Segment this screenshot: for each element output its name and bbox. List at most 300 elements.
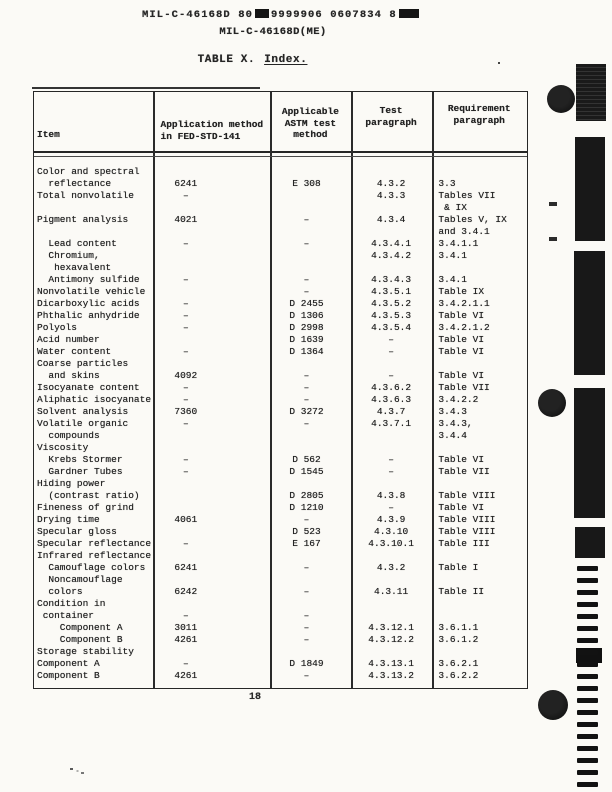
scan-artifact-dash xyxy=(577,590,598,595)
requirement-paragraph-cell: Tables VII xyxy=(438,190,496,201)
astm-method-cell: D 1639 xyxy=(289,334,324,345)
table-row xyxy=(34,274,527,286)
application-method-cell xyxy=(153,550,270,562)
item-cell: Gardner Tubes xyxy=(37,466,123,477)
application-method-cell: – xyxy=(182,190,189,201)
test-paragraph-cell: 4.3.5.1 xyxy=(371,286,412,297)
astm-method-cell: – xyxy=(303,586,310,597)
requirement-paragraph-cell: 3.4.3 xyxy=(438,406,467,417)
requirement-paragraph-cell: Table II xyxy=(438,586,485,597)
table-row xyxy=(34,442,527,454)
column-header-label: Requirement xyxy=(447,103,511,114)
item-cell: hexavalent xyxy=(37,262,112,273)
test-paragraph-cell xyxy=(351,550,432,562)
application-method-cell xyxy=(153,226,270,238)
column-header-application-method xyxy=(154,92,271,151)
astm-method-cell xyxy=(270,226,351,238)
test-paragraph-cell xyxy=(351,442,432,454)
table-row xyxy=(34,178,527,190)
application-method-cell: – xyxy=(182,322,189,333)
table-row xyxy=(34,598,527,610)
application-method-cell xyxy=(153,598,270,610)
scan-artifact-dash xyxy=(577,746,598,751)
application-method-cell: – xyxy=(182,238,189,249)
test-paragraph-cell: 4.3.8 xyxy=(376,490,406,501)
item-cell: Total nonvolatile xyxy=(37,190,134,201)
astm-method-cell: – xyxy=(303,370,310,381)
table-row xyxy=(34,538,527,550)
requirement-paragraph-cell: 3.4.4 xyxy=(438,430,467,441)
test-paragraph-cell: 4.3.4.1 xyxy=(371,238,412,249)
test-paragraph-cell: 4.3.5.4 xyxy=(371,322,412,333)
test-paragraph-cell: 4.3.3 xyxy=(376,190,406,201)
requirement-paragraph-cell: 3.4.2.1.1 xyxy=(438,298,490,309)
table-row xyxy=(34,226,527,238)
table-row xyxy=(34,478,527,490)
scan-artifact-bar xyxy=(574,388,605,518)
scan-speck xyxy=(549,237,557,241)
table-row xyxy=(34,658,527,670)
item-cell: Volatile organic xyxy=(37,418,129,429)
astm-method-cell: – xyxy=(303,394,310,405)
astm-method-cell xyxy=(270,262,351,274)
requirement-paragraph-cell: 3.4.1 xyxy=(438,250,467,261)
spec-number: MIL-C-46168D(ME) xyxy=(219,26,327,38)
test-paragraph-cell: 4.3.5.3 xyxy=(371,310,412,321)
item-cell: Component B xyxy=(37,634,123,645)
requirement-paragraph-cell: Tables V, IX xyxy=(438,214,507,225)
item-cell: Chromium, xyxy=(37,250,100,261)
stamp-mid: 9999906 0607834 8 xyxy=(271,9,397,21)
scan-speck xyxy=(549,202,557,206)
scan-artifact-bar xyxy=(576,64,606,121)
item-cell: Aliphatic isocyanate xyxy=(37,394,152,405)
stamp-block-icon xyxy=(255,9,269,18)
astm-method-cell xyxy=(270,574,351,586)
requirement-paragraph-cell: 3.4.2.1.2 xyxy=(438,322,490,333)
astm-method-cell: D 523 xyxy=(292,526,321,537)
application-method-cell: – xyxy=(182,346,189,357)
application-method-cell: – xyxy=(182,418,189,429)
item-cell: Drying time xyxy=(37,514,100,525)
test-paragraph-cell: 4.3.2 xyxy=(376,562,406,573)
item-cell: Condition in xyxy=(37,598,106,609)
column-header-test-paragraph xyxy=(351,92,432,151)
test-paragraph-cell xyxy=(351,598,432,610)
application-method-cell xyxy=(153,166,270,178)
requirement-paragraph-cell: Table VIII xyxy=(438,526,496,537)
application-method-cell: – xyxy=(182,394,189,405)
scan-double-rule xyxy=(32,87,260,89)
test-paragraph-cell xyxy=(351,226,432,238)
table-row xyxy=(34,430,527,442)
item-cell: Antimony sulfide xyxy=(37,274,140,285)
test-paragraph-cell xyxy=(351,574,432,586)
requirement-paragraph-cell: 3.6.1.2 xyxy=(438,634,479,645)
scan-artifact-dash xyxy=(577,626,598,631)
item-cell: Specular reflectance xyxy=(37,538,152,549)
application-method-cell: 6241 xyxy=(174,178,198,189)
item-cell: container xyxy=(37,610,95,621)
item-cell: Water content xyxy=(37,346,112,357)
item-cell: Color and spectral xyxy=(37,166,140,177)
application-method-cell xyxy=(153,286,270,298)
astm-method-cell: E 167 xyxy=(292,538,321,549)
test-paragraph-cell: – xyxy=(388,346,394,357)
application-method-cell xyxy=(153,202,270,214)
item-cell: Isocyanate content xyxy=(37,382,140,393)
test-paragraph-cell: 4.3.6.2 xyxy=(371,382,412,393)
application-method-cell: – xyxy=(182,274,189,285)
scan-artifact-dash xyxy=(577,566,598,571)
scan-smudge xyxy=(70,768,73,770)
table-row xyxy=(34,358,527,370)
column-header-astm-method xyxy=(270,92,351,151)
table-row xyxy=(34,370,527,382)
application-method-cell: 6242 xyxy=(174,586,198,597)
table-row xyxy=(34,550,527,562)
item-cell: Component A xyxy=(37,658,100,669)
requirement-paragraph-cell: 3.4.1 xyxy=(438,274,467,285)
scan-artifact-dash xyxy=(577,578,598,583)
requirement-paragraph-cell: 3.3 xyxy=(438,178,456,189)
scan-artifact-bar xyxy=(575,137,605,241)
astm-method-cell: – xyxy=(303,238,310,249)
scan-speck xyxy=(498,62,500,64)
requirement-paragraph-cell: 3.6.1.1 xyxy=(438,622,479,633)
requirement-paragraph-cell xyxy=(431,478,527,490)
table-row xyxy=(34,322,527,334)
astm-method-cell: D 1306 xyxy=(289,310,324,321)
test-paragraph-cell xyxy=(351,358,432,370)
requirement-paragraph-cell: Table VI xyxy=(438,454,485,465)
astm-method-cell: – xyxy=(303,622,310,633)
table-row xyxy=(34,406,527,418)
table-row xyxy=(34,346,527,358)
application-method-cell xyxy=(153,526,270,538)
table-row xyxy=(34,670,527,682)
requirement-paragraph-cell: Table IX xyxy=(438,286,485,297)
astm-method-cell xyxy=(270,598,351,610)
test-paragraph-cell: 4.3.12.2 xyxy=(368,634,414,645)
test-paragraph-cell: 4.3.13.1 xyxy=(368,658,414,669)
column-header-label: method xyxy=(293,129,328,141)
scan-artifact-dash xyxy=(577,758,598,763)
requirement-paragraph-cell: 3.6.2.2 xyxy=(438,670,479,681)
item-cell: reflectance xyxy=(37,178,112,189)
requirement-paragraph-cell: Table VII xyxy=(438,466,490,477)
column-header-item xyxy=(34,92,154,151)
table-title xyxy=(0,54,505,66)
test-paragraph-cell: 4.3.9 xyxy=(376,514,406,525)
astm-method-cell: – xyxy=(303,214,310,225)
astm-method-cell: – xyxy=(303,286,310,297)
test-paragraph-cell xyxy=(351,478,432,490)
astm-method-cell xyxy=(270,166,351,178)
requirement-paragraph-cell xyxy=(431,262,527,274)
application-method-cell xyxy=(153,478,270,490)
astm-method-cell xyxy=(270,550,351,562)
scan-artifact-dash xyxy=(577,602,598,607)
application-method-cell: 4261 xyxy=(174,670,198,681)
scan-artifact-dash xyxy=(577,782,598,787)
requirement-paragraph-cell: & IX xyxy=(438,202,467,213)
application-method-cell: – xyxy=(182,658,189,669)
requirement-paragraph-cell: Table VI xyxy=(438,370,485,381)
astm-method-cell xyxy=(270,430,351,442)
astm-method-cell xyxy=(270,358,351,370)
requirement-paragraph-cell: Table VI xyxy=(438,502,485,513)
requirement-paragraph-cell: and 3.4.1 xyxy=(438,226,490,237)
requirement-paragraph-cell: Table VIII xyxy=(438,490,496,501)
astm-method-cell: D 1210 xyxy=(289,502,324,513)
requirement-paragraph-cell xyxy=(431,166,527,178)
item-cell xyxy=(34,202,153,214)
item-cell: Pigment analysis xyxy=(37,214,129,225)
test-paragraph-cell: 4.3.4 xyxy=(376,214,406,225)
application-method-cell: – xyxy=(182,310,189,321)
astm-method-cell: – xyxy=(303,670,310,681)
application-method-cell: 6241 xyxy=(174,562,198,573)
column-header-label: Item xyxy=(37,128,60,140)
scan-double-rule xyxy=(34,156,527,157)
scan-artifact-dash xyxy=(577,722,598,727)
item-cell: Viscosity xyxy=(37,442,89,453)
application-method-cell: – xyxy=(182,538,189,549)
item-cell: Acid number xyxy=(37,334,100,345)
column-header-label: Test xyxy=(379,105,403,116)
application-method-cell xyxy=(153,334,270,346)
document-stamp-line xyxy=(142,9,492,21)
astm-method-cell: – xyxy=(303,634,310,645)
requirement-paragraph-cell xyxy=(431,610,527,622)
table-row xyxy=(34,286,527,298)
test-paragraph-cell: – xyxy=(388,370,394,381)
scan-artifact-dash xyxy=(577,638,598,643)
application-method-cell: 7360 xyxy=(174,406,198,417)
test-paragraph-cell: – xyxy=(388,466,394,477)
scan-artifact-dash xyxy=(577,674,598,679)
test-paragraph-cell xyxy=(351,610,432,622)
table-row xyxy=(34,622,527,634)
column-header-label: paragraph xyxy=(365,116,417,128)
table-row xyxy=(34,202,527,214)
requirement-paragraph-cell: Table VII xyxy=(438,382,490,393)
test-paragraph-cell xyxy=(351,430,432,442)
column-header-label: Application method xyxy=(160,119,264,130)
test-paragraph-cell: 4.3.13.2 xyxy=(368,670,414,681)
table-row xyxy=(34,634,527,646)
column-divider xyxy=(432,92,434,688)
requirement-paragraph-cell: Table VI xyxy=(438,334,485,345)
scan-artifact-bar xyxy=(575,527,605,558)
astm-method-cell: – xyxy=(303,562,310,573)
item-cell: Specular gloss xyxy=(37,526,117,537)
astm-method-cell xyxy=(270,250,351,262)
requirement-paragraph-cell xyxy=(431,598,527,610)
astm-method-cell: E 308 xyxy=(292,178,321,189)
stamp-block-icon xyxy=(399,9,419,18)
test-paragraph-cell: 4.3.11 xyxy=(374,586,409,597)
table-row xyxy=(34,646,527,658)
application-method-cell: – xyxy=(182,454,189,465)
test-paragraph-cell xyxy=(351,262,432,274)
test-paragraph-cell: 4.3.10.1 xyxy=(368,538,414,549)
punch-hole xyxy=(547,85,575,113)
application-method-cell xyxy=(153,250,270,262)
requirement-paragraph-cell: 3.4.2.2 xyxy=(438,394,479,405)
table-row xyxy=(34,514,527,526)
application-method-cell: – xyxy=(182,382,189,393)
test-paragraph-cell: – xyxy=(388,334,394,345)
application-method-cell: 4061 xyxy=(174,514,198,525)
requirement-paragraph-cell: Table VIII xyxy=(438,514,496,525)
item-cell: compounds xyxy=(37,430,100,441)
test-paragraph-cell: – xyxy=(388,502,394,513)
item-cell: Lead content xyxy=(37,238,117,249)
requirement-paragraph-cell xyxy=(431,646,527,658)
application-method-cell: – xyxy=(182,466,189,477)
item-cell: and skins xyxy=(37,370,100,381)
item-cell: Fineness of grind xyxy=(37,502,134,513)
item-cell: Camouflage colors xyxy=(37,562,146,573)
astm-method-cell: D 2805 xyxy=(289,490,324,501)
scan-artifact-dash xyxy=(577,698,598,703)
test-paragraph-cell: 4.3.4.3 xyxy=(371,274,412,285)
table-name: Index. xyxy=(264,54,308,66)
item-cell: Solvent analysis xyxy=(37,406,129,417)
test-paragraph-cell xyxy=(351,166,432,178)
item-cell: Noncamouflage xyxy=(37,574,123,585)
item-cell: (contrast ratio) xyxy=(37,490,140,501)
item-cell: Dicarboxylic acids xyxy=(37,298,140,309)
table-row xyxy=(34,190,527,202)
column-header-requirement-paragraph xyxy=(431,92,527,151)
astm-method-cell: D 1364 xyxy=(289,346,324,357)
application-method-cell: 4261 xyxy=(174,634,198,645)
astm-method-cell: D 1545 xyxy=(289,466,324,477)
item-cell xyxy=(34,226,153,238)
table-row xyxy=(34,586,527,598)
application-method-cell: 4021 xyxy=(174,214,198,225)
index-table xyxy=(33,91,528,689)
requirement-paragraph-cell: Table VI xyxy=(438,310,485,321)
application-method-cell xyxy=(153,430,270,442)
test-paragraph-cell: 4.3.4.2 xyxy=(371,250,412,261)
test-paragraph-cell: 4.3.2 xyxy=(376,178,406,189)
item-cell: Storage stability xyxy=(37,646,134,657)
table-body xyxy=(34,153,527,682)
table-row xyxy=(34,334,527,346)
table-row xyxy=(34,490,527,502)
punch-hole xyxy=(538,389,566,417)
item-cell: Component B xyxy=(37,670,100,681)
astm-method-cell xyxy=(270,202,351,214)
requirement-paragraph-cell xyxy=(431,442,527,454)
application-method-cell xyxy=(153,358,270,370)
test-paragraph-cell: 4.3.5.2 xyxy=(371,298,412,309)
column-header-label: in FED-STD-141 xyxy=(160,130,241,142)
column-header-label: Applicable xyxy=(281,106,339,118)
astm-method-cell: D 562 xyxy=(292,454,321,465)
column-divider xyxy=(153,92,155,688)
table-row xyxy=(34,394,527,406)
requirement-paragraph-cell: Table III xyxy=(438,538,490,549)
astm-method-cell xyxy=(270,442,351,454)
item-cell: Phthalic anhydride xyxy=(37,310,140,321)
column-divider xyxy=(270,92,272,688)
table-header-row xyxy=(34,92,527,153)
test-paragraph-cell: 4.3.6.3 xyxy=(371,394,412,405)
item-cell: Infrared reflectance xyxy=(37,550,152,561)
scan-artifact-dash xyxy=(577,710,598,715)
application-method-cell: – xyxy=(182,610,189,621)
astm-method-cell: D 3272 xyxy=(289,406,324,417)
astm-method-cell: – xyxy=(303,418,310,429)
astm-method-cell: – xyxy=(303,610,310,621)
application-method-cell: – xyxy=(182,298,189,309)
astm-method-cell: D 1849 xyxy=(289,658,324,669)
application-method-cell xyxy=(153,442,270,454)
requirement-paragraph-cell xyxy=(431,358,527,370)
astm-method-cell: – xyxy=(303,274,310,285)
scan-artifact-dash xyxy=(577,734,598,739)
item-cell: Hiding power xyxy=(37,478,106,489)
item-cell: Polyols xyxy=(37,322,77,333)
astm-method-cell: – xyxy=(303,382,310,393)
table-label: TABLE X. xyxy=(197,54,256,66)
application-method-cell xyxy=(153,262,270,274)
application-method-cell xyxy=(153,502,270,514)
stamp-left: MIL-C-46168D 80 xyxy=(142,9,254,21)
application-method-cell: 3011 xyxy=(174,622,198,633)
item-cell: Nonvolatile vehicle xyxy=(37,286,146,297)
astm-method-cell: – xyxy=(303,514,310,525)
table-row xyxy=(34,382,527,394)
astm-method-cell xyxy=(270,478,351,490)
table-row xyxy=(34,262,527,274)
table-row xyxy=(34,454,527,466)
table-row xyxy=(34,250,527,262)
test-paragraph-cell xyxy=(351,646,432,658)
table-row xyxy=(34,562,527,574)
scan-artifact-dash xyxy=(577,770,598,775)
requirement-paragraph-cell: 3.4.1.1 xyxy=(438,238,479,249)
punch-hole xyxy=(538,690,568,720)
table-row xyxy=(34,166,527,178)
table-row xyxy=(34,310,527,322)
column-header-label: paragraph xyxy=(453,114,505,126)
scan-artifact-dash xyxy=(577,614,598,619)
table-row xyxy=(34,466,527,478)
requirement-paragraph-cell: Table I xyxy=(438,562,479,573)
requirement-paragraph-cell: 3.6.2.1 xyxy=(438,658,479,669)
table-row xyxy=(34,298,527,310)
scan-artifact-dash xyxy=(577,662,598,667)
item-cell: colors xyxy=(37,586,83,597)
scan-artifact-dash xyxy=(577,686,598,691)
page-number: 18 xyxy=(249,692,262,703)
table-row xyxy=(34,502,527,514)
test-paragraph-cell: 4.3.7 xyxy=(376,406,406,417)
table-row xyxy=(34,418,527,430)
test-paragraph-cell: 4.3.7.1 xyxy=(371,418,412,429)
requirement-paragraph-cell: Table VI xyxy=(438,346,485,357)
astm-method-cell: D 2455 xyxy=(289,298,324,309)
astm-method-cell: D 2998 xyxy=(289,322,324,333)
table-row xyxy=(34,214,527,226)
test-paragraph-cell: – xyxy=(388,454,394,465)
